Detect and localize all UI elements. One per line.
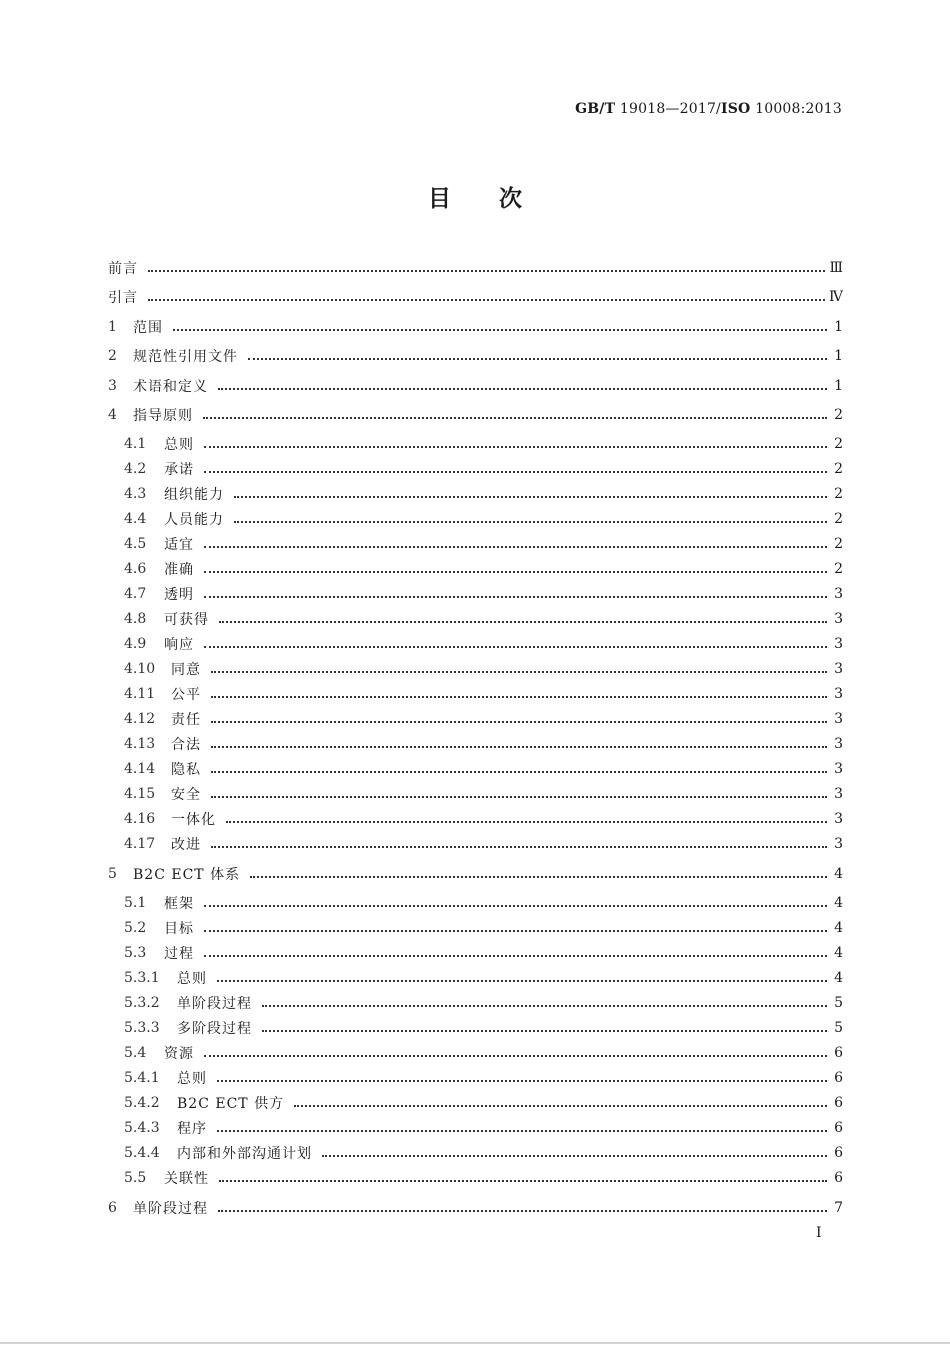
dot-leader — [226, 820, 827, 823]
toc-entry-label: 范围 — [133, 320, 163, 336]
toc-entry[interactable] — [108, 1092, 843, 1114]
toc-entry-number: 4.9 — [124, 636, 147, 652]
toc-entry-label: 单阶段过程 — [177, 996, 252, 1012]
toc-entry-label: 引言 — [108, 290, 138, 306]
dot-leader — [211, 770, 827, 773]
toc-entry-number: 5.3 — [124, 945, 147, 961]
toc-entry-number: 4.13 — [124, 736, 156, 752]
toc-entry[interactable] — [108, 658, 843, 680]
toc-entry-label: 透明 — [164, 587, 194, 603]
toc-entry-number: 5.1 — [124, 895, 147, 911]
toc-entry[interactable] — [108, 345, 843, 367]
toc-entry-number: 5.4.1 — [124, 1070, 160, 1086]
toc-entry[interactable] — [108, 433, 843, 455]
dot-leader — [204, 595, 827, 598]
toc-entry-number: 4.6 — [124, 561, 147, 577]
std-number: 19018—2017/ — [619, 101, 721, 117]
toc-entry-number: 2 — [108, 348, 117, 364]
toc-entry[interactable] — [108, 633, 843, 655]
toc-entry-label: 规范性引用文件 — [133, 349, 238, 365]
dot-leader — [294, 1104, 827, 1107]
toc-entry-page: 4 — [834, 920, 843, 936]
page-bottom-edge — [0, 1342, 950, 1344]
toc-entry[interactable] — [108, 758, 843, 780]
footer-page-number: I — [816, 1225, 822, 1241]
dot-leader — [203, 416, 827, 419]
dot-leader — [219, 620, 827, 623]
toc-entry[interactable] — [108, 286, 843, 308]
dot-leader — [211, 695, 827, 698]
dot-leader — [204, 570, 827, 573]
dot-leader — [218, 1209, 827, 1212]
toc-entry-page: 3 — [834, 811, 843, 827]
toc-entry-number: 4.16 — [124, 811, 156, 827]
toc-entry-label: 关联性 — [164, 1171, 209, 1187]
toc-entry-label: 改进 — [171, 837, 201, 853]
dot-leader — [234, 520, 827, 523]
toc-entry-label: 单阶段过程 — [133, 1201, 208, 1217]
toc-entry[interactable] — [108, 533, 843, 555]
dot-leader — [204, 470, 827, 473]
toc-entry-page: 2 — [834, 461, 843, 477]
toc-entry-page: 2 — [834, 536, 843, 552]
toc-entry[interactable] — [108, 1117, 843, 1139]
toc-entry-number: 4 — [108, 407, 117, 423]
standard-header — [575, 101, 842, 117]
toc-entry[interactable] — [108, 1067, 843, 1089]
toc-entry[interactable] — [108, 257, 843, 279]
toc-entry-page: 6 — [834, 1070, 843, 1086]
toc-entry[interactable] — [108, 892, 843, 914]
toc-entry-page: 3 — [834, 836, 843, 852]
toc-entry-page: 1 — [834, 348, 843, 364]
toc-entry-page: 3 — [834, 761, 843, 777]
toc-entry[interactable] — [108, 1142, 843, 1164]
toc-entry-label: 承诺 — [164, 462, 194, 478]
toc-entry-number: 4.2 — [124, 461, 147, 477]
toc-entry-number: 4.7 — [124, 586, 147, 602]
toc-entry[interactable] — [108, 316, 843, 338]
dot-leader — [204, 904, 827, 907]
toc-entry[interactable] — [108, 1042, 843, 1064]
toc-entry-number: 5 — [108, 866, 117, 882]
iso-number: 10008:2013 — [755, 101, 842, 117]
toc-entry-number: 5.5 — [124, 1170, 147, 1186]
toc-entry-label: 同意 — [171, 662, 201, 678]
toc-entry-number: 5.4.4 — [124, 1145, 160, 1161]
toc-entry-label: 多阶段过程 — [177, 1021, 252, 1037]
toc-entry-number: 4.1 — [124, 436, 147, 452]
dot-leader — [148, 269, 825, 272]
dot-leader — [148, 298, 825, 301]
toc-entry-page: 2 — [834, 407, 843, 423]
dot-leader — [204, 445, 827, 448]
dot-leader — [204, 545, 827, 548]
toc-entry-label: 程序 — [177, 1121, 207, 1137]
toc-entry-page: 4 — [834, 970, 843, 986]
toc-entry[interactable] — [108, 967, 843, 989]
toc-entry-label: 组织能力 — [164, 487, 224, 503]
dot-leader — [218, 387, 827, 390]
toc-entry-label: 隐私 — [171, 762, 201, 778]
toc-entry[interactable] — [108, 992, 843, 1014]
dot-leader — [211, 795, 827, 798]
dot-leader — [211, 720, 827, 723]
toc-entry[interactable] — [108, 683, 843, 705]
toc-entry-label: 术语和定义 — [133, 379, 208, 395]
toc-entry-label: 人员能力 — [164, 512, 224, 528]
toc-entry-label: 公平 — [171, 687, 201, 703]
toc-entry[interactable] — [108, 783, 843, 805]
std-prefix: GB/T — [575, 101, 616, 117]
dot-leader — [204, 954, 827, 957]
toc-entry[interactable] — [108, 608, 843, 630]
toc-entry-number: 4.11 — [124, 686, 156, 702]
toc-entry-page: 5 — [834, 995, 843, 1011]
toc-entry-number: 5.4 — [124, 1045, 147, 1061]
toc-entry-label: 总则 — [177, 1071, 207, 1087]
toc-entry-page: 2 — [834, 436, 843, 452]
toc-entry-page: 1 — [834, 319, 843, 335]
toc-entry-number: 4.8 — [124, 611, 147, 627]
toc-entry-label: 准确 — [164, 562, 194, 578]
toc-entry-page: 3 — [834, 611, 843, 627]
toc-entry-label: 响应 — [164, 637, 194, 653]
toc-entry-label: 适宜 — [164, 537, 194, 553]
toc-entry-page: 3 — [834, 586, 843, 602]
toc-entry-label: 一体化 — [171, 812, 216, 828]
dot-leader — [204, 929, 827, 932]
dot-leader — [204, 1054, 827, 1057]
toc-entry-label: 前言 — [108, 261, 138, 277]
toc-entry-label: 可获得 — [164, 612, 209, 628]
dot-leader — [204, 645, 827, 648]
toc-entry-label: 总则 — [177, 971, 207, 987]
toc-entry-label: 框架 — [164, 896, 194, 912]
toc-entry[interactable] — [108, 1017, 843, 1039]
toc-entry[interactable] — [108, 942, 843, 964]
toc-entry-number: 5.3.2 — [124, 995, 160, 1011]
toc-entry[interactable] — [108, 375, 843, 397]
toc-entry[interactable] — [108, 708, 843, 730]
toc-entry-page: 4 — [834, 866, 843, 882]
toc-entry-number: 4.12 — [124, 711, 156, 727]
toc-entry-page: 3 — [834, 661, 843, 677]
toc-entry-label: B2C ECT 供方 — [177, 1096, 285, 1112]
toc-entry-page: 5 — [834, 1020, 843, 1036]
page-title: 目次 — [428, 186, 570, 212]
toc-entry-number: 4.5 — [124, 536, 147, 552]
dot-leader — [211, 845, 827, 848]
toc-entry-number: 4.15 — [124, 786, 156, 802]
toc-entry-label: 资源 — [164, 1046, 194, 1062]
dot-leader — [262, 1029, 827, 1032]
toc-entry-label: 责任 — [171, 712, 201, 728]
toc-entry-number: 3 — [108, 378, 117, 394]
toc-entry-number: 1 — [108, 319, 117, 335]
toc-entry-page: 6 — [834, 1120, 843, 1136]
toc-entry-label: 过程 — [164, 946, 194, 962]
toc-entry[interactable] — [108, 1197, 843, 1219]
toc-entry[interactable] — [108, 404, 843, 426]
toc-entry[interactable] — [108, 558, 843, 580]
toc-entry-page: Ⅲ — [829, 260, 843, 276]
toc-entry-page: 6 — [834, 1045, 843, 1061]
toc-entry-page: 3 — [834, 711, 843, 727]
toc-entry-number: 5.4.3 — [124, 1120, 160, 1136]
toc-entry-page: 7 — [834, 1200, 843, 1216]
toc-entry-label: 内部和外部沟通计划 — [177, 1146, 312, 1162]
dot-leader — [217, 1129, 827, 1132]
toc-entry[interactable] — [108, 1167, 843, 1189]
toc-entry-page: 2 — [834, 561, 843, 577]
toc-entry-page: 4 — [834, 895, 843, 911]
toc-entry-page: 3 — [834, 636, 843, 652]
toc-entry-page: 6 — [834, 1170, 843, 1186]
toc-entry-number: 4.4 — [124, 511, 147, 527]
toc-entry-page: 1 — [834, 378, 843, 394]
toc-entry-page: 6 — [834, 1095, 843, 1111]
dot-leader — [211, 670, 827, 673]
toc-entry-number: 5.3.3 — [124, 1020, 160, 1036]
toc-entry-page: 6 — [834, 1145, 843, 1161]
toc-entry-number: 4.14 — [124, 761, 156, 777]
toc-entry-page: 3 — [834, 686, 843, 702]
toc-entry[interactable] — [108, 583, 843, 605]
toc-entry-page: 2 — [834, 511, 843, 527]
toc-entry[interactable] — [108, 863, 843, 885]
toc-entry-number: 5.2 — [124, 920, 147, 936]
toc-entry-label: 合法 — [171, 737, 201, 753]
toc-entry-page: 3 — [834, 786, 843, 802]
toc-entry-page: 4 — [834, 945, 843, 961]
dot-leader — [217, 1079, 827, 1082]
toc-entry-label: 目标 — [164, 921, 194, 937]
dot-leader — [234, 495, 827, 498]
toc-entry-page: 3 — [834, 736, 843, 752]
toc-entry-page: Ⅳ — [829, 289, 843, 305]
toc-entry-number: 5.3.1 — [124, 970, 160, 986]
iso-prefix: ISO — [720, 101, 751, 117]
dot-leader — [217, 979, 827, 982]
toc-entry-number: 5.4.2 — [124, 1095, 160, 1111]
toc-entry-number: 4.10 — [124, 661, 156, 677]
toc-entry-label: 安全 — [171, 787, 201, 803]
dot-leader — [322, 1154, 827, 1157]
toc-entry[interactable] — [108, 508, 843, 530]
toc-entry-number: 6 — [108, 1200, 117, 1216]
toc-entry-number: 4.3 — [124, 486, 147, 502]
dot-leader — [262, 1004, 827, 1007]
toc-entry-label: 总则 — [164, 437, 194, 453]
dot-leader — [250, 875, 827, 878]
toc-entry-label: 指导原则 — [133, 408, 193, 424]
dot-leader — [211, 745, 827, 748]
dot-leader — [219, 1179, 827, 1182]
toc-entry-number: 4.17 — [124, 836, 156, 852]
toc-entry[interactable] — [108, 733, 843, 755]
toc-entry[interactable] — [108, 917, 843, 939]
toc-entry-label: B2C ECT 体系 — [133, 867, 241, 883]
dot-leader — [248, 357, 827, 360]
toc-entry[interactable] — [108, 483, 843, 505]
dot-leader — [173, 328, 827, 331]
toc-entry[interactable] — [108, 458, 843, 480]
toc-entry-page: 2 — [834, 486, 843, 502]
toc-entry[interactable] — [108, 808, 843, 830]
toc-entry[interactable] — [108, 833, 843, 855]
